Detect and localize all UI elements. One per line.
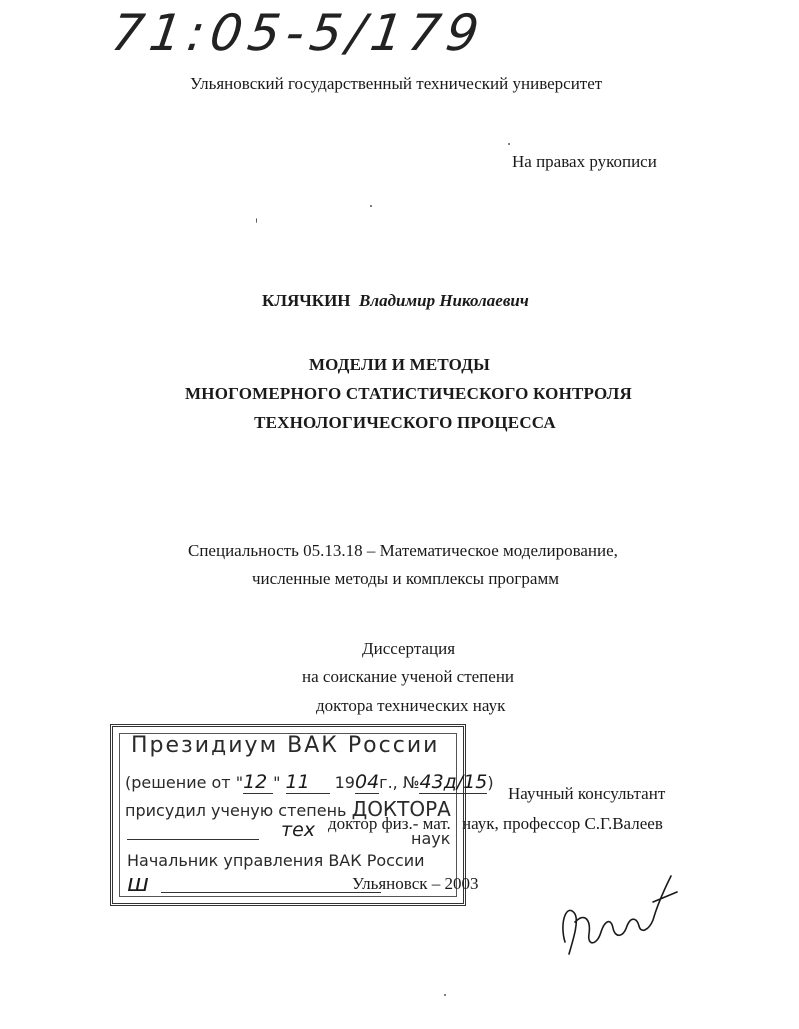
title-line-1: МОДЕЛИ И МЕТОДЫ <box>308 355 491 374</box>
stamp-decision-month: 11 <box>286 771 330 794</box>
stamp-head-title: Начальник управления ВАК России <box>127 851 425 870</box>
university-name: Ульяновский государственный технический университет <box>190 74 603 93</box>
footer-city-year <box>352 874 479 894</box>
stamp-decision-num-prefix: г., № <box>379 773 420 792</box>
dissertation-label: Диссертация <box>362 639 456 658</box>
stamp-decision-close: ) <box>487 773 494 792</box>
scan-speck <box>256 218 257 223</box>
dissertation-field-line: доктора технических наук <box>316 696 506 715</box>
specialty-line-2: численные методы и комплексы программ <box>252 569 559 588</box>
stamp-awarded-line <box>125 797 451 821</box>
scan-speck <box>508 143 510 145</box>
stamp-field-handwritten: тех <box>281 819 316 841</box>
stamp-head-signature: ш <box>127 869 149 897</box>
stamp-decision-number: 43д/15 <box>419 771 488 793</box>
consultant-label: Научный консультант <box>508 784 666 803</box>
rights-notice: На правах рукописи <box>512 152 657 171</box>
stamp-awarded-label: присудил ученую степень <box>125 801 347 820</box>
consultant-title-name: наук, профессор С.Г.Валеев <box>462 814 663 833</box>
stamp-title: Президиум ВАК России <box>131 733 440 758</box>
consultant-degree: доктор физ.- мат. <box>328 814 451 833</box>
archive-number: 71:05-5/179 <box>107 4 489 62</box>
stamp-decision-year-prefix: 19 <box>334 773 355 792</box>
stamp-decision-mid: " <box>273 773 281 792</box>
title-line-3: ТЕХНОЛОГИЧЕСКОГО ПРОЦЕССА <box>254 413 556 432</box>
stamp-decision-day: 12 <box>243 771 273 794</box>
stamp-field-suffix: наук <box>411 829 451 848</box>
stamp-blank-line <box>127 839 259 840</box>
stamp-decision-year: 04 <box>354 771 380 793</box>
author-given-names: Владимир Николаевич <box>359 291 529 310</box>
title-line-2: МНОГОМЕРНОГО СТАТИСТИЧЕСКОГО КОНТРОЛЯ <box>185 384 632 403</box>
consultant-signature <box>545 862 685 962</box>
stamp-signature-line <box>161 892 381 893</box>
footer-sep: – <box>431 874 441 893</box>
scan-speck <box>444 994 446 996</box>
author-surname: КЛЯЧКИН <box>262 291 351 310</box>
scan-speck <box>370 205 372 207</box>
specialty-line-1: Специальность 05.13.18 – Математическое моделирование, <box>188 541 618 560</box>
footer-year: 2003 <box>444 874 479 893</box>
stamp-decision-line <box>125 771 494 794</box>
stamp-decision-prefix: (решение от " <box>125 773 244 792</box>
stamp-degree: ДОКТОРА <box>351 797 451 821</box>
dissertation-degree-line: на соискание ученой степени <box>302 667 515 686</box>
footer-city: Ульяновск <box>352 874 428 893</box>
author-name <box>262 291 529 311</box>
